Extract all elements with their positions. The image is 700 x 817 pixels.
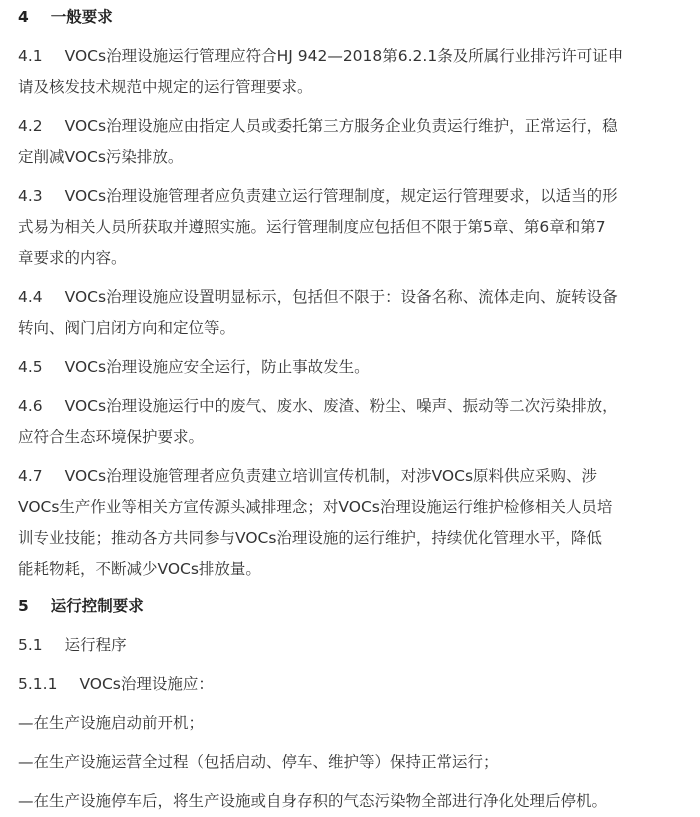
clause-text-line: VOCs治理设施运行管理应符合HJ 942—2018第6.2.1条及所属行业排污许可证申 [64,47,624,65]
clause-number: 4.3 [18,187,43,205]
clause-number: 4.4 [18,288,43,306]
clause-text-line: VOCs治理设施应由指定人员或委托第三方服务企业负责运行维护，正常运行，稳 [64,117,618,135]
clause-text-line: VOCs治理设施管理者应负责建立运行管理制度，规定运行管理要求，以适当的形 [64,187,618,205]
clause-text-line: VOCs治理设施管理者应负责建立培训宣传机制，对涉VOCs原料供应采购、涉 [64,467,598,485]
subsection-title: 运行程序 [64,636,127,654]
clause-number: 4.5 [18,358,43,376]
section-5-heading [18,591,688,622]
dash-item [18,747,688,778]
clause-number: 4.6 [18,397,43,415]
clause-text-line: VOCs治理设施应设置明显标示，包括但不限于：设备名称、流体走向、旋转设备 [64,288,618,306]
document-page [0,2,700,817]
clause-5-1-1 [18,669,688,700]
clause-text-line: 应符合生态环境保护要求。 [18,428,205,446]
clause-text-line: 定削减VOCs污染排放。 [18,148,184,166]
dash-item [18,708,688,739]
clause-text-line: VOCs治理设施运行中的废气、废水、废渣、粉尘、噪声、振动等二次污染排放， [64,397,618,415]
clause-4-3 [18,181,688,274]
clause-4-2 [18,111,688,173]
dash-item-text: —在生产设施运营全过程（包括启动、停车、维护等）保持正常运行； [18,753,499,771]
clause-text-line: 章要求的内容。 [18,249,127,267]
clause-4-4 [18,282,688,344]
section-number: 4 [18,8,29,26]
subsection-5-1 [18,630,688,661]
clause-text-line: 训专业技能；推动各方共同参与VOCs治理设施的运行维护，持续优化管理水平，降低 [18,529,602,547]
dash-item-text: —在生产设施停车后，将生产设施或自身存积的气态污染物全部进行净化处理后停机。 [18,792,608,810]
clause-number: 4.1 [18,47,43,65]
clause-text-line: 能耗物耗，不断减少VOCs排放量。 [18,560,261,578]
section-4-heading [18,2,688,33]
clause-text-line: VOCs治理设施应安全运行，防止事故发生。 [64,358,370,376]
clause-text-line: 式易为相关人员所获取并遵照实施。运行管理制度应包括但不限于第5章、第6章和第7 [18,218,606,236]
clause-number: 4.7 [18,467,43,485]
clause-text-line: VOCs治理设施应： [79,675,214,693]
clause-4-6 [18,391,688,453]
section-number: 5 [18,597,29,615]
dash-item-text: —在生产设施启动前开机； [18,714,205,732]
dash-item [18,786,688,817]
clause-4-1 [18,41,688,103]
clause-text-line: VOCs生产作业等相关方宣传源头减排理念；对VOCs治理设施运行维护检修相关人员培 [18,498,613,516]
clause-number: 5.1.1 [18,675,58,693]
clause-4-5 [18,352,688,383]
section-title: 一般要求 [50,8,113,26]
clause-number: 4.2 [18,117,43,135]
clause-text-line: 请及核发技术规范中规定的运行管理要求。 [18,78,313,96]
clause-text-line: 转向、阀门启闭方向和定位等。 [18,319,236,337]
clause-number: 5.1 [18,636,43,654]
clause-4-7 [18,461,688,585]
section-title: 运行控制要求 [50,597,144,615]
